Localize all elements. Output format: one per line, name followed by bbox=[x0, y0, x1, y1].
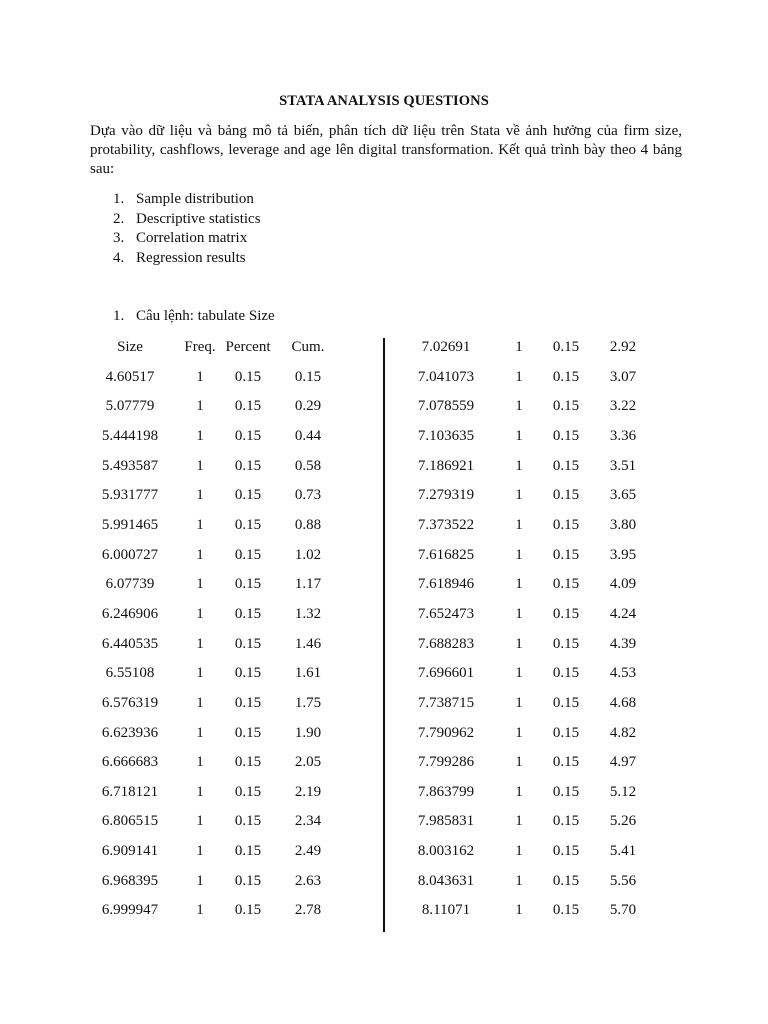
list-text: Regression results bbox=[136, 249, 246, 266]
cell-freq: 1 bbox=[196, 783, 204, 800]
cell-size: 7.186921 bbox=[417, 457, 475, 474]
cell-percent: 0.15 bbox=[552, 813, 580, 830]
cell-percent: 0.15 bbox=[552, 339, 580, 355]
cell-size: 7.618946 bbox=[417, 576, 475, 593]
cell-percent: 0.15 bbox=[234, 516, 262, 533]
cell-percent: 0.15 bbox=[552, 605, 580, 622]
cell-percent: 0.15 bbox=[234, 546, 262, 563]
list-text: Sample distribution bbox=[136, 191, 254, 207]
cell-percent: 0.15 bbox=[234, 427, 262, 444]
cell-size: 6.718121 bbox=[101, 783, 159, 800]
cell-cum: 2.49 bbox=[294, 843, 322, 859]
cell-size: 5.07779 bbox=[105, 398, 155, 415]
column-header-size: Size bbox=[117, 339, 143, 355]
cell-freq: 1 bbox=[515, 576, 523, 593]
cell-freq: 1 bbox=[196, 368, 204, 385]
cell-cum: 0.58 bbox=[294, 457, 322, 474]
cell-percent: 0.15 bbox=[234, 576, 262, 593]
cell-size: 7.373522 bbox=[417, 516, 475, 533]
cell-percent: 0.15 bbox=[234, 398, 262, 415]
cell-freq: 1 bbox=[196, 724, 204, 741]
cell-percent: 0.15 bbox=[552, 635, 580, 652]
cell-percent: 0.15 bbox=[234, 783, 262, 800]
cell-cum: 4.39 bbox=[609, 635, 637, 652]
cell-cum: 3.80 bbox=[609, 516, 637, 533]
cell-size: 7.863799 bbox=[417, 783, 475, 800]
cell-cum: 0.73 bbox=[294, 487, 322, 504]
list-text: Correlation matrix bbox=[136, 230, 248, 246]
column-header-percent: Percent bbox=[225, 339, 271, 355]
column-header-freq: Freq. bbox=[184, 339, 216, 355]
cell-freq: 1 bbox=[515, 487, 523, 504]
cell-size: 7.790962 bbox=[417, 724, 475, 741]
cell-percent: 0.15 bbox=[552, 754, 580, 771]
cell-size: 6.666683 bbox=[101, 754, 159, 771]
cell-cum: 2.63 bbox=[294, 872, 322, 889]
cell-freq: 1 bbox=[196, 754, 204, 771]
table-column-divider bbox=[383, 338, 385, 932]
cell-freq: 1 bbox=[196, 605, 204, 622]
cell-percent: 0.15 bbox=[234, 487, 262, 504]
cell-size: 5.444198 bbox=[101, 427, 159, 444]
cell-cum: 3.22 bbox=[609, 398, 637, 415]
cell-cum: 0.44 bbox=[294, 427, 322, 444]
cell-freq: 1 bbox=[196, 694, 204, 711]
cell-size: 6.000727 bbox=[101, 546, 159, 563]
cell-percent: 0.15 bbox=[552, 902, 580, 919]
cell-percent: 0.15 bbox=[552, 783, 580, 800]
cell-percent: 0.15 bbox=[552, 398, 580, 415]
cell-size: 8.043631 bbox=[417, 872, 475, 889]
cell-cum: 2.05 bbox=[294, 754, 322, 771]
cell-freq: 1 bbox=[515, 902, 523, 919]
cell-freq: 1 bbox=[515, 754, 523, 771]
cell-freq: 1 bbox=[515, 665, 523, 682]
cell-percent: 0.15 bbox=[552, 694, 580, 711]
cell-freq: 1 bbox=[196, 872, 204, 889]
cell-size: 7.688283 bbox=[417, 635, 475, 652]
cell-cum: 5.26 bbox=[609, 813, 637, 830]
cell-cum: 1.75 bbox=[294, 694, 322, 711]
cell-freq: 1 bbox=[196, 813, 204, 830]
cell-freq: 1 bbox=[196, 546, 204, 563]
cell-percent: 0.15 bbox=[552, 546, 580, 563]
cell-freq: 1 bbox=[515, 724, 523, 741]
cell-size: 7.041073 bbox=[417, 368, 475, 385]
cell-cum: 5.70 bbox=[609, 902, 637, 919]
cell-freq: 1 bbox=[515, 872, 523, 889]
stata-command-line bbox=[0, 306, 768, 326]
cell-percent: 0.15 bbox=[234, 902, 262, 919]
cell-percent: 0.15 bbox=[234, 457, 262, 474]
cell-freq: 1 bbox=[196, 843, 204, 859]
cell-size: 5.931777 bbox=[101, 487, 159, 504]
cell-size: 6.968395 bbox=[101, 872, 159, 889]
cell-percent: 0.15 bbox=[234, 665, 262, 682]
list-number: 4. bbox=[113, 249, 125, 266]
cell-percent: 0.15 bbox=[234, 813, 262, 830]
cell-freq: 1 bbox=[515, 368, 523, 385]
cell-size: 6.246906 bbox=[101, 605, 159, 622]
cell-size: 5.493587 bbox=[101, 457, 159, 474]
cell-percent: 0.15 bbox=[552, 872, 580, 889]
cell-percent: 0.15 bbox=[552, 457, 580, 474]
cell-freq: 1 bbox=[515, 783, 523, 800]
list-number: 3. bbox=[113, 230, 125, 246]
cell-cum: 1.32 bbox=[294, 605, 322, 622]
cell-freq: 1 bbox=[515, 605, 523, 622]
cell-size: 7.652473 bbox=[417, 605, 475, 622]
cell-percent: 0.15 bbox=[234, 694, 262, 711]
cell-cum: 3.36 bbox=[609, 427, 637, 444]
cell-cum: 3.51 bbox=[609, 457, 637, 474]
cell-freq: 1 bbox=[196, 427, 204, 444]
cell-cum: 2.19 bbox=[294, 783, 322, 800]
cell-percent: 0.15 bbox=[234, 754, 262, 771]
cell-percent: 0.15 bbox=[552, 516, 580, 533]
cell-percent: 0.15 bbox=[552, 724, 580, 741]
cell-percent: 0.15 bbox=[234, 635, 262, 652]
cell-percent: 0.15 bbox=[234, 872, 262, 889]
intro-paragraph: Dựa vào dữ liệu và bảng mô tả biến, phân tích dữ liệu trên Stata về ảnh hưởng của firm size, protability, cashflows, leverage and age lên digital transformation. Kết quả trình bày theo 4 bảng sau: bbox=[90, 123, 682, 177]
cell-cum: 1.46 bbox=[294, 635, 322, 652]
cell-cum: 2.34 bbox=[294, 813, 322, 830]
cell-size: 7.985831 bbox=[417, 813, 475, 830]
cell-freq: 1 bbox=[515, 546, 523, 563]
cell-cum: 0.15 bbox=[294, 368, 322, 385]
cell-freq: 1 bbox=[196, 398, 204, 415]
cell-size: 7.799286 bbox=[417, 754, 475, 771]
cell-freq: 1 bbox=[515, 694, 523, 711]
cell-freq: 1 bbox=[196, 516, 204, 533]
cell-size: 6.623936 bbox=[101, 724, 159, 741]
cell-freq: 1 bbox=[196, 457, 204, 474]
cell-size: 6.440535 bbox=[101, 635, 159, 652]
cell-freq: 1 bbox=[515, 427, 523, 444]
cell-size: 7.279319 bbox=[417, 487, 475, 504]
cell-cum: 5.41 bbox=[609, 843, 637, 859]
cell-cum: 4.09 bbox=[609, 576, 637, 593]
cell-cum: 0.88 bbox=[294, 516, 322, 533]
list-number: 1. bbox=[113, 191, 125, 207]
cell-percent: 0.15 bbox=[552, 576, 580, 593]
cell-percent: 0.15 bbox=[552, 368, 580, 385]
cell-size: 5.991465 bbox=[101, 516, 159, 533]
cell-size: 7.616825 bbox=[417, 546, 475, 563]
cell-cum: 2.92 bbox=[609, 339, 637, 355]
cell-cum: 4.97 bbox=[609, 754, 637, 771]
cell-freq: 1 bbox=[196, 487, 204, 504]
cell-cum: 0.29 bbox=[294, 398, 322, 415]
cell-freq: 1 bbox=[515, 398, 523, 415]
column-header-cum: Cum. bbox=[291, 339, 325, 355]
cell-freq: 1 bbox=[196, 576, 204, 593]
cell-size: 7.078559 bbox=[417, 398, 475, 415]
cell-size: 7.02691 bbox=[421, 339, 471, 355]
cell-cum: 5.56 bbox=[609, 872, 637, 889]
cell-percent: 0.15 bbox=[234, 724, 262, 741]
cell-freq: 1 bbox=[196, 902, 204, 919]
command-text: Câu lệnh: tabulate Size bbox=[136, 308, 275, 324]
cell-cum: 1.90 bbox=[294, 724, 322, 741]
cell-size: 6.806515 bbox=[101, 813, 159, 830]
cell-size: 4.60517 bbox=[105, 368, 155, 385]
cell-freq: 1 bbox=[196, 665, 204, 682]
cell-freq: 1 bbox=[515, 813, 523, 830]
cell-cum: 1.02 bbox=[294, 546, 322, 563]
cell-percent: 0.15 bbox=[552, 427, 580, 444]
cell-cum: 4.82 bbox=[609, 724, 637, 741]
cell-size: 7.696601 bbox=[417, 665, 475, 682]
cell-percent: 0.15 bbox=[234, 605, 262, 622]
cell-freq: 1 bbox=[515, 843, 523, 859]
cell-percent: 0.15 bbox=[552, 665, 580, 682]
cell-size: 7.738715 bbox=[417, 694, 475, 711]
cell-percent: 0.15 bbox=[552, 487, 580, 504]
cell-size: 8.003162 bbox=[417, 843, 475, 859]
cell-size: 6.999947 bbox=[101, 902, 159, 919]
cell-cum: 3.07 bbox=[609, 368, 637, 385]
cell-cum: 3.95 bbox=[609, 546, 637, 563]
cell-size: 7.103635 bbox=[417, 427, 475, 444]
cell-freq: 1 bbox=[515, 339, 523, 355]
cell-freq: 1 bbox=[515, 635, 523, 652]
cell-freq: 1 bbox=[515, 457, 523, 474]
cell-size: 8.11071 bbox=[421, 902, 471, 919]
cell-percent: 0.15 bbox=[552, 843, 580, 859]
command-number: 1. bbox=[113, 308, 125, 324]
cell-freq: 1 bbox=[515, 516, 523, 533]
cell-cum: 3.65 bbox=[609, 487, 637, 504]
cell-cum: 5.12 bbox=[609, 783, 637, 800]
cell-cum: 1.17 bbox=[294, 576, 322, 593]
cell-cum: 1.61 bbox=[294, 665, 322, 682]
cell-cum: 4.68 bbox=[609, 694, 637, 711]
cell-size: 6.55108 bbox=[105, 665, 155, 682]
cell-percent: 0.15 bbox=[234, 368, 262, 385]
list-text: Descriptive statistics bbox=[136, 210, 261, 227]
cell-percent: 0.15 bbox=[234, 843, 262, 859]
cell-size: 6.576319 bbox=[101, 694, 159, 711]
list-number: 2. bbox=[113, 210, 125, 227]
cell-size: 6.07739 bbox=[105, 576, 155, 593]
document-title: STATA ANALYSIS QUESTIONS bbox=[279, 93, 489, 109]
cell-freq: 1 bbox=[196, 635, 204, 652]
cell-cum: 4.53 bbox=[609, 665, 637, 682]
cell-cum: 4.24 bbox=[609, 605, 637, 622]
cell-size: 6.909141 bbox=[101, 843, 159, 859]
cell-cum: 2.78 bbox=[294, 902, 322, 919]
